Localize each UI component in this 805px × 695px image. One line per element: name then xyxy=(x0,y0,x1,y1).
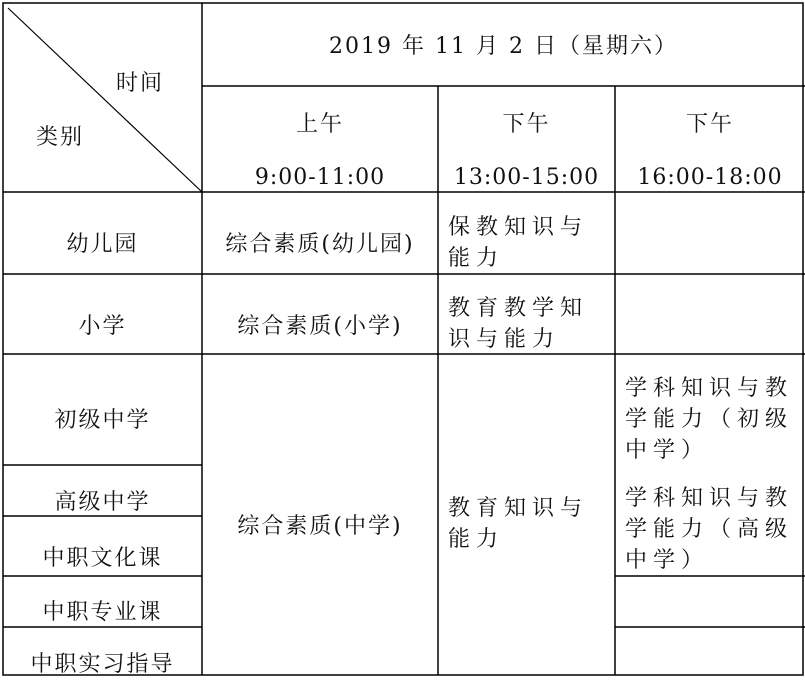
session-3-time: 16:00-18:00 xyxy=(637,164,783,190)
category-primary: 小学 xyxy=(78,313,127,339)
category-vocational-major: 中职专业课 xyxy=(42,599,163,625)
middle-general-subject: 综合素质(中学) xyxy=(237,514,403,539)
session-1-period: 上午 xyxy=(295,111,344,137)
session-3-period: 下午 xyxy=(685,111,734,137)
category-vocational-culture: 中职文化课 xyxy=(42,545,163,571)
session-2-time: 13:00-15:00 xyxy=(453,164,600,190)
corner-category-label: 类别 xyxy=(36,125,85,150)
category-kindergarten: 幼儿园 xyxy=(66,231,139,257)
category-senior-middle: 高级中学 xyxy=(54,489,151,515)
session-2-period: 下午 xyxy=(502,111,551,137)
junior-subject-ability: 学科知识与教学能力（初级中学） xyxy=(625,376,794,463)
corner-time-label: 时间 xyxy=(116,71,165,96)
category-junior-middle: 初级中学 xyxy=(54,407,151,433)
middle-knowledge-subject: 教育知识与能力 xyxy=(448,496,589,552)
primary-general-subject: 综合素质(小学) xyxy=(237,313,403,339)
session-1-time: 9:00-11:00 xyxy=(254,164,386,190)
kindergarten-knowledge-subject: 保教知识与能力 xyxy=(448,215,589,271)
primary-knowledge-subject: 教育教学知识与能力 xyxy=(448,296,589,352)
date-header: 2019 年 11 月 2 日（星期六） xyxy=(329,34,678,59)
senior-subject-ability: 学科知识与教学能力（高级中学） xyxy=(625,486,794,573)
category-vocational-practice: 中职实习指导 xyxy=(30,651,175,677)
kindergarten-general-subject: 综合素质(幼儿园) xyxy=(225,231,415,257)
